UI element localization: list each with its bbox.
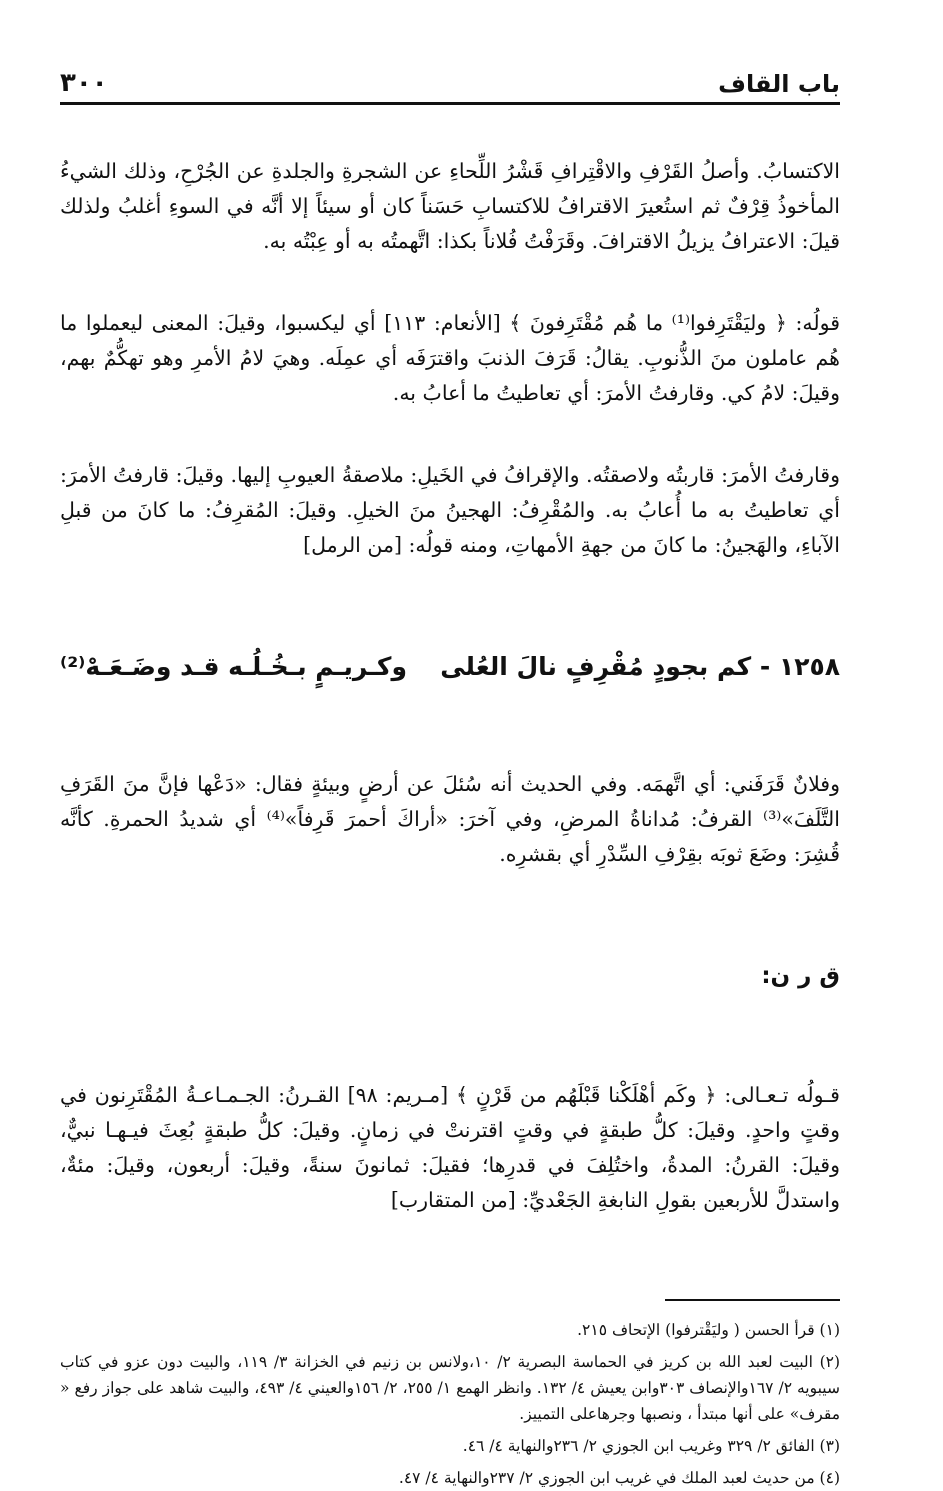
footnotes bbox=[60, 1317, 840, 1491]
section-title: باب القاف bbox=[718, 70, 840, 98]
verse-second-hemistich: وكـريـمٍ بـخُـلُـه قـد وضَـعَـهْ⁽²⁾ bbox=[60, 652, 408, 681]
entry-heading-qrn: ق ر ن: bbox=[761, 963, 840, 989]
paragraph-qarn: قـولُه تـعـالى: ﴿ وكَم أهْلَكْنا قَبْلَهُم من قَرْنٍ ﴾ [مـريم: ٩٨] القـرنُ: الجـمـاعـةُ المُقْتَرِنون في وقتٍ واحدٍ. وقيلَ: كلُّ طبقةٍ في وقتٍ اقترنتْ في زمانٍ. وقيلَ: كلُّ طبقةٍ بُعِثَ فيـهـا نبيٌّ، وقيلَ: القرنُ: المدةُ، واختُلِفَ في قدرِها؛ فقيلَ: ثمانونَ سنةً، وقيلَ: أربعون، وقيلَ: مئةٌ، واستدلَّ للأربعين بقولِ النابغةِ الجَعْديِّ: [من المتقارب] bbox=[60, 1083, 840, 1212]
footnote-2: (٢) البيت لعبد الله بن كريز في الحماسة البصرية ٢/ ١٠،ولانس بن زنيم في الخزانة ٣/ ١١٩، والبيت دون عزو في كتاب سيبويه ٢/ ١٦٧والإنصاف ٣٠٣وابن يعيش ٤/ ١٣٢. وانظر الهمع ١/ ٢٥٥، ٢/ ١٥٦والعيني ٤/ ٤٩٣، والبيت شاهد على جواز رفع « مقرف» على أنها مبتدأ ، ونصبها وجرهاعلى التمييز. bbox=[60, 1353, 841, 1423]
page-number: ٣٠٠ bbox=[60, 68, 108, 98]
verse-first-hemistich: ١٢٥٨ - كم بجودٍ مُقْرِفٍ نالَ العُلى bbox=[440, 652, 840, 681]
footnote-4: (٤) من حديث لعبد الملك في غريب ابن الجوزي ٢/ ٢٣٧والنهاية ٤/ ٤٧. bbox=[398, 1469, 840, 1487]
page-body bbox=[60, 119, 840, 1265]
page-header bbox=[60, 58, 840, 105]
paragraph-qarafa-amr: وقارفتُ الأمرَ: قاربتُه ولاصقتُه. والإقرافُ في الخَيلِ: ملاصقةُ العيوبِ إليها. وقيلَ: قارفتُ الأمرَ: أي تعاطيتُ به ما أُعابُ به. والمُقْرِفُ: الهجينُ منَ الخيلِ. وقيلَ: المُقرِفُ: ما كانَ من قبلِ الآباءِ، والهَجينُ: ما كانَ من جهةِ الأمهاتِ، ومنه قولُه: [من الرمل] bbox=[60, 463, 840, 557]
paragraph-hadith: وفلانٌ قَرَفَني: أي اتَّهمَه. وفي الحديث أنه سُئلَ عن أرضٍ وبيئةٍ فقال: «دَعْها فإنَّ منَ القَرَفِ التَّلَفَ»⁽³⁾ القرفُ: مُداناةُ المرضِ، وفي آخرَ: «أراكَ أحمرَ قَرِفاً»⁽⁴⁾ أي شديدُ الحمرةِ. كأنَّه قُشِرَ: وضَعَ ثوبَه بقِرْفِ السِّدْرِ أي بقشرِه. bbox=[60, 772, 840, 866]
book-page bbox=[60, 58, 841, 1487]
paragraph-iktisab: الاكتسابُ. وأصلُ القَرْفِ والاقْتِرافِ قَشْرُ اللِّحاءِ عن الشجرةِ والجلدةِ عن الجُرْحِ، وذلك الشيءُ المأخوذُ قِرْفٌ ثم استُعيرَ الاقترافُ للاكتسابِ حَسَناً كان أو سيئاً إلا أنَّه في السوءِ أغلبُ ولذلك قيلَ: الاعترافُ يزيلُ الاقترافَ. وقَرَفْتُ فُلاناً بكذا: اتَّهمتُه به أو عِبْتُه به. bbox=[60, 159, 840, 253]
paragraph-liyaqtarifu: قولُه: ﴿ وليَقْتَرِفوا⁽¹⁾ ما هُم مُقْتَرِفونَ ﴾ [الأنعام: ١١٣] أي ليكسبوا، وقيلَ: المعنى ليعملوا ما هُم عاملون منَ الذُّنوبِ. يقالُ: قَرَفَ الذنبَ واقترَفَه أي عمِلَه. وهيَ لامُ الأمرِ وهو تهكُّمٌ بهم، وقيلَ: لامُ كي. وقارفتُ الأمرَ: أي تعاطيتُ ما أعابُ به. bbox=[60, 311, 840, 405]
footnote-divider bbox=[665, 1299, 840, 1301]
footnote-3: (٣) الفائق ٢/ ٣٢٩ وغريب ابن الجوزي ٢/ ٢٣٦والنهاية ٤/ ٤٦. bbox=[462, 1437, 840, 1455]
verse-1258 bbox=[60, 647, 840, 687]
footnote-1: (١) قرأ الحسن ( وليَقْترفوا) الإتحاف ٢١٥. bbox=[577, 1321, 840, 1339]
